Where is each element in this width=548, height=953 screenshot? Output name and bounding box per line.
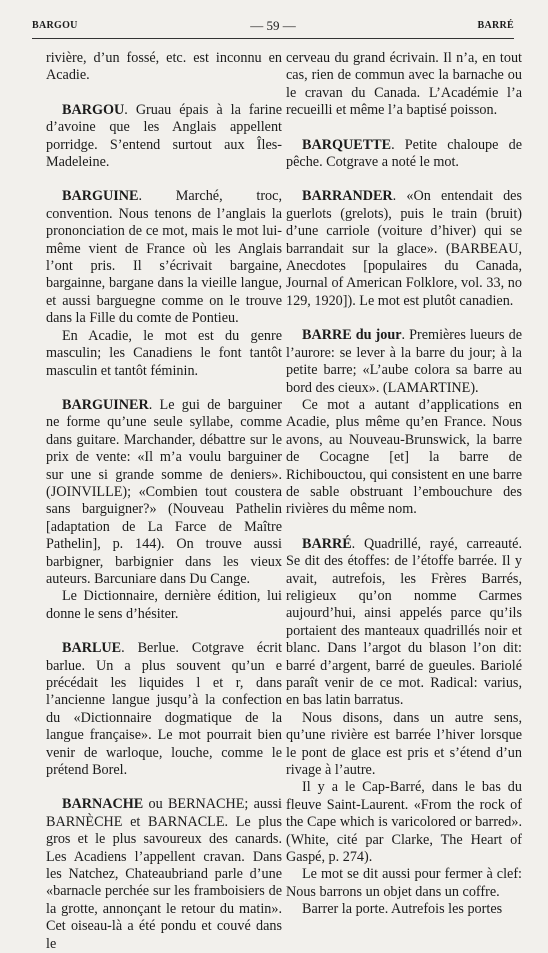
page-number: — 59 — (250, 18, 296, 33)
dictionary-entry (46, 102, 282, 172)
entry-definition: . Marché, troc, convention. Nous tenons de l’anglais la prononciation de ce mot, mais le mot lui-même vient de France où les Anglais l’ont pris. Il s’écrivait bargaine, bargainne, bargane dans la vieille langue, et aussi barguegne comme on le trouve dans la Fille du comte de Pontieu. (46, 188, 282, 327)
entry-paragraph: Barrer la porte. Autrefois les portes (302, 901, 503, 918)
entry-paragraph: Le Dictionnaire, dernière édition, lui donne le sens d’hésiter. (46, 588, 282, 622)
dictionary-entry (286, 327, 522, 397)
entry-paragraph: En Acadie, le mot est du genre masculin; les Canadiens le font tantôt masculin et tantôt féminin. (46, 327, 282, 379)
dictionary-entry (286, 137, 522, 172)
dictionary-entry (286, 536, 522, 710)
entry-headword: BARGUINER (62, 396, 149, 413)
entry-definition: ou BERNACHE; aussi BARNÈCHE et BARNACLE. Le plus gros et le plus savoureux des canards. Les Acadiens l’appellent cravan. Dans les Natchez, Chateaubriand parle d’une «barnacle perchée sur les framboisiers de la grotte, annonçant le retour du matin». Cet oiseau-là a été pondu et couvé dans le (46, 796, 282, 952)
entry-definition: . «On entendait des guerlots (grelots), puis le train (bruit) d’une carriole (voiture d’hiver) qui se barrandait sur la glace». (BARBEAU, Anecdotes [populaires du Canada, Journal of American Folklore, vol. 33, no 129, 1920]). Le mot est plutôt canadien. (286, 188, 522, 309)
dictionary-entry (46, 640, 282, 779)
entry-headword: BARGOU (62, 101, 125, 118)
continuation-text: cerveau du grand écrivain. Il n’a, en tout cas, rien de commun avec la barnache ou le cravan du Canada. L’Académie l’a recueilli et même l’a baptisé poisson. (286, 50, 522, 119)
entry-headword: BARLUE (62, 640, 122, 657)
entry-definition: . Petite chaloupe de pêche. Cotgrave a noté le mot. (286, 136, 522, 171)
entry-definition: . Quadrillé, rayé, carreauté. Se dit des étoffes: de l’étoffe barrée. Il y avait, autrefois, les Frères Barrés, religieux qu’on nomme Carmes aujourd’hui, ainsi appelés parce qu’ils portaient des manteaux quadrillés noir et blanc. Dans l’argot du blason l’on dit: barré d’argent, barré de gueules. Bariolé paraît venir de ce mot. Radical: varius, en bas latin barratus. (286, 535, 522, 709)
entry-paragraph: Nous disons, dans un autre sens, qu’une rivière est barrée l’hiver lorsque le pont de glace est pris et s’étend d’un rivage à l’autre. (286, 709, 522, 779)
left-column (46, 50, 282, 953)
entry-headword: BARRE du jour (302, 327, 402, 344)
dictionary-entry (46, 397, 282, 588)
header-left-guideword: BARGOU (32, 20, 78, 31)
entry-definition: . Le gui de barguiner ne forme qu’une seule syllabe, comme dans guitare. Marchander, débattre sur le prix de vente: «Il m’a voulu barguiner sur une si grande somme de deniers». (JOINVILLE); «Combien tout coustera sans barguigner?» (Nouveau Pathelin [adaptation de La Farce de Maître Pathelin], p. 144). On trouve aussi barbigner, barbignier dans les vieux auteurs. Barcuniare dans Du Cange. (46, 396, 282, 587)
page-header (32, 18, 514, 36)
entry-definition: . Berlue. Cotgrave écrit barlue. Un a plus souvent qu’un e précédait les liquides l et r, dans l’ancienne langue jusqu’à la confection du «Dictionnaire dogmatique de la langue française». Le mot pourrait bien venir de warloque, louche, comme le prétend Borel. (46, 640, 282, 779)
entry-headword: BARGUINE (62, 188, 139, 205)
continuation-text: rivière, d’un fossé, etc. est inconnu en Acadie. (46, 50, 282, 84)
entry-paragraph: Le mot se dit aussi pour fermer à clef: Nous barrons un objet dans un coffre. (286, 866, 522, 900)
entry-definition: . Premières lueurs de l’aurore: se lever à la barre du jour; à la petite barre; «L’aube colora sa barre au bord des cieux». (LAMARTINE). (286, 327, 522, 396)
entry-headword: BARNACHE (62, 796, 144, 813)
entry-definition: . Gruau épais à la farine d’avoine que les Anglais appellent porridge. S’entend surtout aux Îles-Madeleine. (46, 101, 282, 171)
entry-paragraph: Ce mot a autant d’applications en Acadie, plus même qu’en France. Nous avons, au Nouveau-Brunswick, la barre de Cocagne [et] la barre de Richibouctou, qui consistent en une barre de sable obstruant l’embouchure des rivières du même nom. (286, 396, 522, 518)
header-right-guideword: BARRÉ (477, 20, 514, 31)
dictionary-entry (46, 188, 282, 327)
entry-headword: BARRANDER (302, 188, 393, 205)
dictionary-entry (46, 796, 282, 953)
entry-headword: BARRÉ (302, 535, 352, 552)
right-column (286, 50, 522, 919)
entry-headword: BARQUETTE (302, 136, 392, 153)
dictionary-entry (286, 188, 522, 310)
header-rule (32, 38, 514, 39)
entry-paragraph: Il y a le Cap-Barré, dans le bas du fleuve Saint-Laurent. «From the rock of the Cape which is varicolored or barred». (White, cité par Clarke, The Heart of Gaspé, p. 274). (286, 779, 522, 866)
